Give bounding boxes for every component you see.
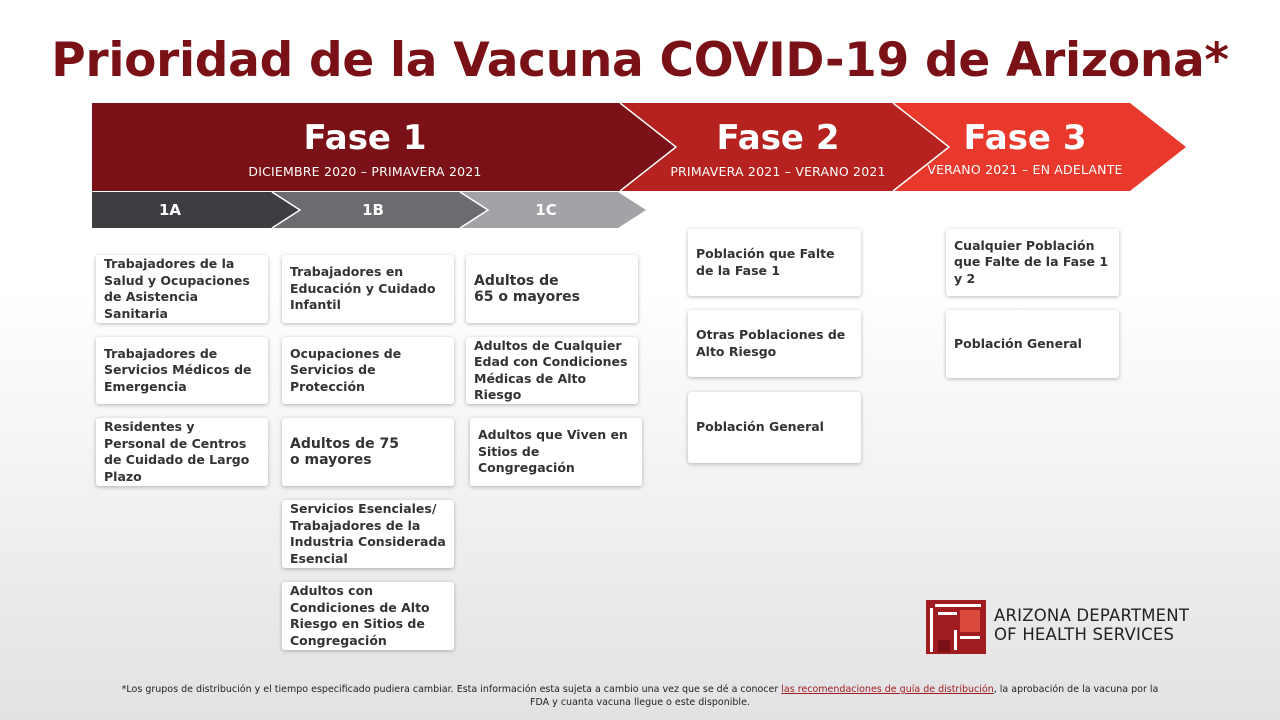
subphase-1a-label: 1A (158, 201, 182, 219)
group-card: Población General (946, 310, 1119, 378)
group-card: Trabajadores en Educación y Cuidado Infantil (282, 255, 454, 323)
subphase-1c-label: 1C (535, 201, 557, 219)
adhs-logo-icon (926, 600, 986, 654)
group-card: Adultos que Viven en Sitios de Congregación (470, 418, 642, 486)
phase-3-label: Fase 3 (963, 118, 1087, 158)
group-card: Población General (688, 392, 861, 463)
group-card: Ocupaciones de Servicios de Protección (282, 337, 454, 404)
group-card: Adultos de 75 o mayores (282, 418, 454, 486)
group-card: Adultos de Cualquier Edad con Condiciones Médicas de Alto Riesgo (466, 337, 638, 404)
adhs-logo-text: ARIZONA DEPARTMENT OF HEALTH SERVICES (994, 606, 1190, 644)
phase-1-label: Fase 1 (303, 118, 427, 158)
group-card: Adultos con Condiciones de Alto Riesgo en Sitios de Congregación (282, 582, 454, 650)
phase-1-dates: DICIEMBRE 2020 – PRIMAVERA 2021 (248, 164, 482, 179)
phase-3-dates: VERANO 2021 – EN ADELANTE (927, 162, 1123, 177)
group-card: Trabajadores de la Salud y Ocupaciones de Asistencia Sanitaria (96, 255, 268, 323)
distribution-guidance-link[interactable]: las recomendaciones de guía de distribución (781, 684, 994, 695)
footnote: *Los grupos de distribución y el tiempo especificado pudiera cambiar. Esta información esta sujeta a cambio una vez que se dé a conocer las recomendaciones de guía de distribución, la aprobación de la vacuna por la FDA y cuanta vacuna llegue o este disponible. (121, 684, 1159, 708)
group-card: Otras Poblaciones de Alto Riesgo (688, 310, 861, 377)
group-card: Residentes y Personal de Centros de Cuidado de Largo Plazo (96, 418, 268, 486)
group-card: Servicios Esenciales/ Trabajadores de la Industria Considerada Esencial (282, 500, 454, 568)
group-card: Adultos de 65 o mayores (466, 255, 638, 323)
group-card: Cualquier Población que Falte de la Fase 1 y 2 (946, 229, 1119, 296)
page-title: Prioridad de la Vacuna COVID-19 de Arizona* (51, 33, 1229, 88)
phase-2-dates: PRIMAVERA 2021 – VERANO 2021 (670, 164, 886, 179)
group-card: Población que Falte de la Fase 1 (688, 229, 861, 296)
group-card: Trabajadores de Servicios Médicos de Emergencia (96, 337, 268, 404)
phase-2-label: Fase 2 (716, 118, 840, 158)
subphase-1b-label: 1B (362, 201, 384, 219)
